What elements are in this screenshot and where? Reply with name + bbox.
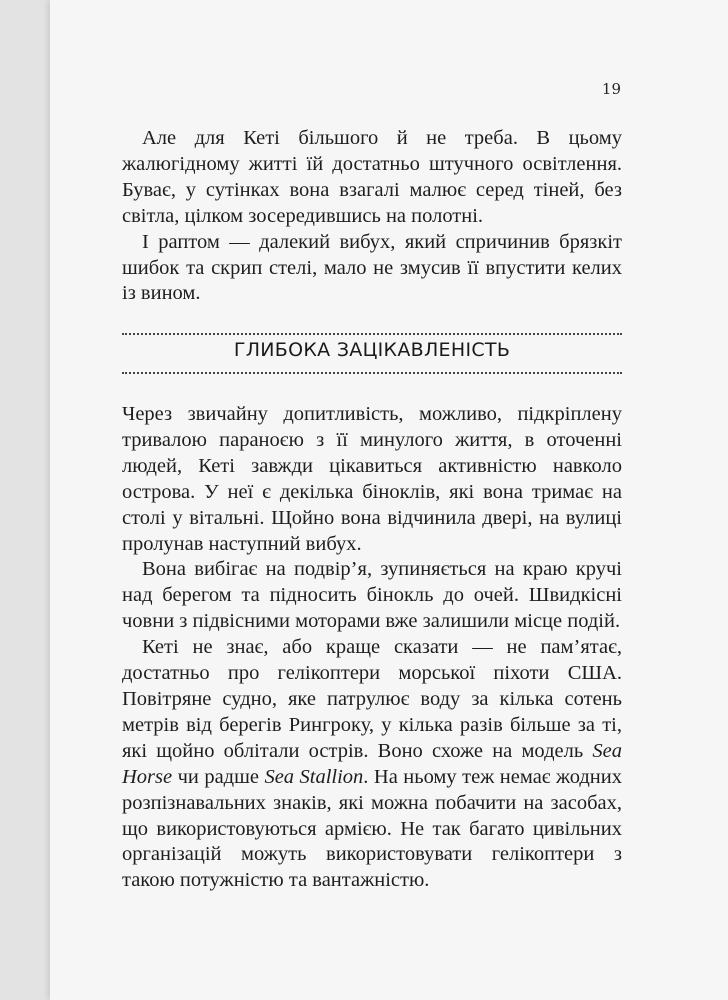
book-page (50, 0, 728, 1000)
paragraph (122, 635, 622, 894)
italic-model-name: Sea Horse (122, 739, 622, 788)
section-heading: ГЛИБОКА ЗАЦІКАВЛЕНІСТЬ (233, 339, 511, 361)
paragraph: Через звичайну допитливість, можливо, підкріплену тривалою параноєю з її минулого життя, в оточенні людей, Кеті завжди цікавиться активністю навколо острова. У неї є декілька біноклів, які вона тримає на столі у вітальні. Щойно вона відчинила двері, на вулиці пролунав наступний вибух. (122, 403, 622, 555)
italic-model-name: Sea Stallion (264, 765, 364, 788)
heading-divider-top (122, 333, 622, 335)
paragraph-text: . На ньому теж немає жодних розпізнавальних знаків, які можна побачити на засобах, що використовуються армією. Не так багато цивільних організацій можуть використовувати гелікоптери з такою потужністю та вантажністю. (122, 765, 622, 892)
heading-divider-bottom (122, 372, 622, 374)
paragraph: І раптом — далекий вибух, який спричинив брязкіт шибок та скрип стелі, мало не змусив її впустити келих із вином. (122, 230, 622, 305)
paragraph: Вона вибігає на подвір’я, зупиняється на краю кручі над берегом та підносить бінокль до очей. Швидкісні човни з підвісними моторами вже залишили місце подій. (122, 558, 622, 633)
paragraph: Але для Кеті більшого й не треба. В цьому жалюгідному житті їй достатньо штучного освітлення. Буває, у сутінках вона взагалі малює серед тіней, без світла, цілком зосередившись на полотні. (122, 127, 622, 227)
text-block-section (122, 402, 622, 894)
paragraph-text: чи радше (172, 765, 265, 788)
paragraph-text: Кеті не знає, або краще сказати — не пам’ятає, достатньо про гелікоптери морської піхоти США. Повітряне судно, яке патрулює воду за кілька сотень метрів від берегів Рингроку, у кілька разів більше за ті, які щойно облітали острів. Воно схоже на модель (122, 636, 622, 762)
page-number: 19 (601, 80, 621, 98)
text-block-intro (122, 126, 622, 307)
